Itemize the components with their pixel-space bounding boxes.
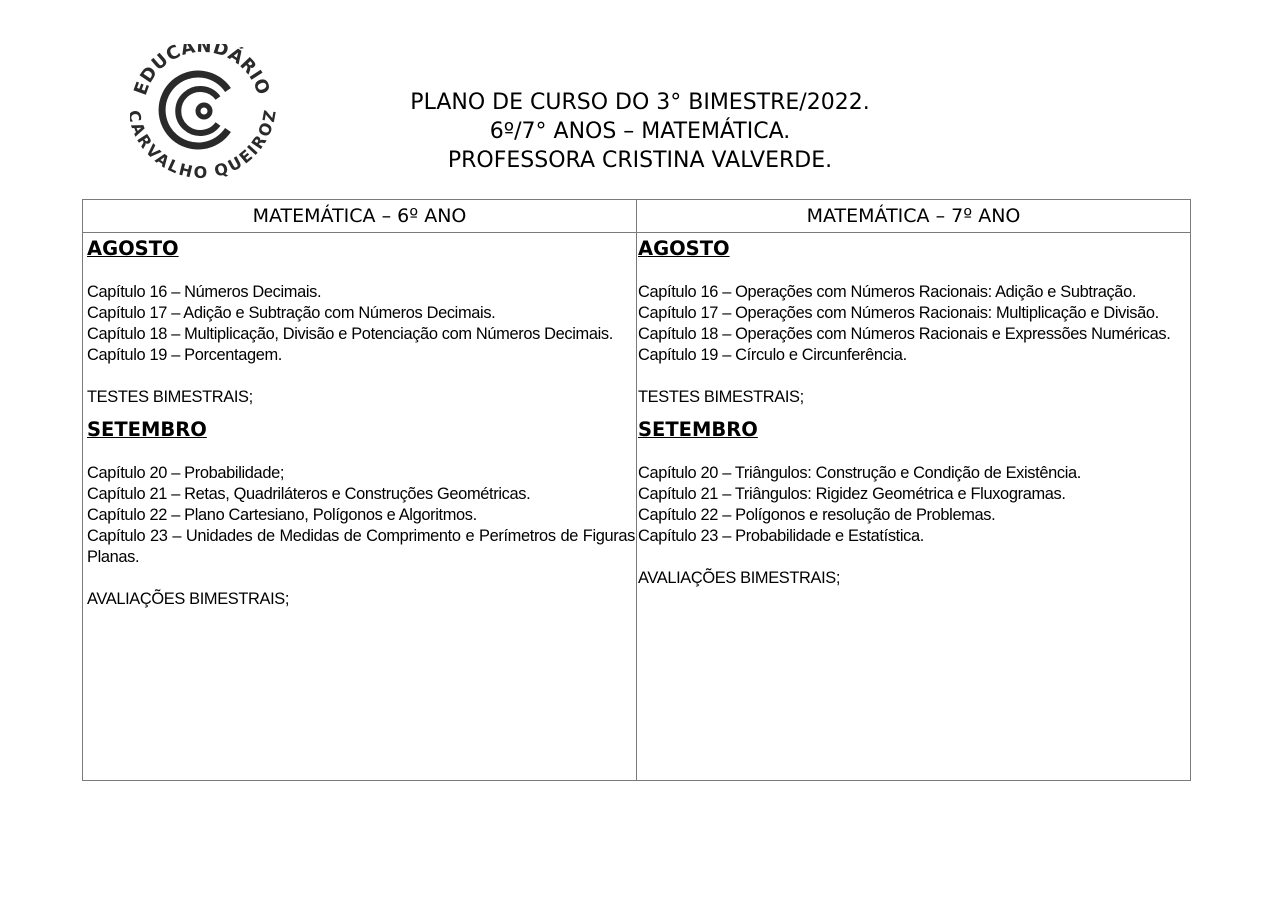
chapter-item: Capítulo 17 – Adição e Subtração com Números Decimais. bbox=[87, 304, 496, 322]
course-plan-table bbox=[82, 199, 1191, 781]
column-6th-grade bbox=[83, 233, 637, 781]
chapter-item: Capítulo 23 – Unidades de Medidas de Comprimento e Perímetros de Figuras Planas. bbox=[87, 527, 635, 566]
chapter-item: Capítulo 19 – Porcentagem. bbox=[87, 346, 282, 364]
logo-rings bbox=[162, 74, 228, 146]
document-header bbox=[300, 88, 980, 175]
chapter-item: Capítulo 20 – Triângulos: Construção e Condição de Existência. bbox=[638, 464, 1081, 482]
chapter-item: Capítulo 22 – Plano Cartesiano, Polígonos e Algoritmos. bbox=[87, 506, 477, 524]
assessment-note: AVALIAÇÕES BIMESTRAIS; bbox=[87, 590, 290, 608]
assessment-note: TESTES BIMESTRAIS; bbox=[87, 388, 253, 406]
chapter-item: Capítulo 23 – Probabilidade e Estatística. bbox=[638, 527, 924, 545]
header-subtitle: 6º/7° ANOS – MATEMÁTICA. bbox=[489, 119, 791, 144]
logo-emblem bbox=[130, 44, 276, 180]
column-heading-7th-grade: MATEMÁTICA – 7º ANO bbox=[637, 200, 1191, 233]
chapter-item: Capítulo 21 – Triângulos: Rigidez Geométrica e Fluxogramas. bbox=[638, 485, 1066, 503]
month-heading-august: AGOSTO bbox=[87, 237, 179, 260]
month-heading-september: SETEMBRO bbox=[638, 418, 758, 441]
chapter-item: Capítulo 20 – Probabilidade; bbox=[87, 464, 285, 482]
chapter-item: Capítulo 22 – Polígonos e resolução de Problemas. bbox=[638, 506, 996, 524]
chapter-item: Capítulo 19 – Círculo e Circunferência. bbox=[638, 346, 907, 364]
table-header-row bbox=[83, 200, 1191, 233]
header-title: PLANO DE CURSO DO 3° BIMESTRE/2022. bbox=[410, 90, 870, 115]
logo-bottom-text: RVALHO QUEIRO bbox=[133, 119, 276, 180]
school-logo bbox=[130, 44, 276, 180]
chapter-item: Capítulo 16 – Operações com Números Racionais: Adição e Subtração. bbox=[638, 283, 1137, 301]
chapter-item: Capítulo 18 – Operações com Números Racionais e Expressões Numéricas. bbox=[638, 325, 1171, 343]
header-teacher: PROFESSORA CRISTINA VALVERDE. bbox=[447, 148, 833, 173]
table-body-row bbox=[83, 233, 1191, 781]
chapter-item: Capítulo 17 – Operações com Números Racionais: Multiplicação e Divisão. bbox=[638, 304, 1159, 322]
chapter-item: Capítulo 16 – Números Decimais. bbox=[87, 283, 322, 301]
column-heading-6th-grade: MATEMÁTICA – 6º ANO bbox=[83, 200, 637, 233]
column-7th-grade bbox=[637, 233, 1191, 781]
assessment-note: TESTES BIMESTRAIS; bbox=[638, 388, 804, 406]
chapter-item: Capítulo 21 – Retas, Quadriláteros e Construções Geométricas. bbox=[87, 485, 531, 503]
logo-top-text: EDUCANDÁRIO bbox=[130, 44, 274, 98]
assessment-note: AVALIAÇÕES BIMESTRAIS; bbox=[638, 569, 841, 587]
month-heading-august: AGOSTO bbox=[638, 237, 730, 260]
chapter-item: Capítulo 18 – Multiplicação, Divisão e Potenciação com Números Decimais. bbox=[87, 325, 613, 343]
month-heading-september: SETEMBRO bbox=[87, 418, 207, 441]
